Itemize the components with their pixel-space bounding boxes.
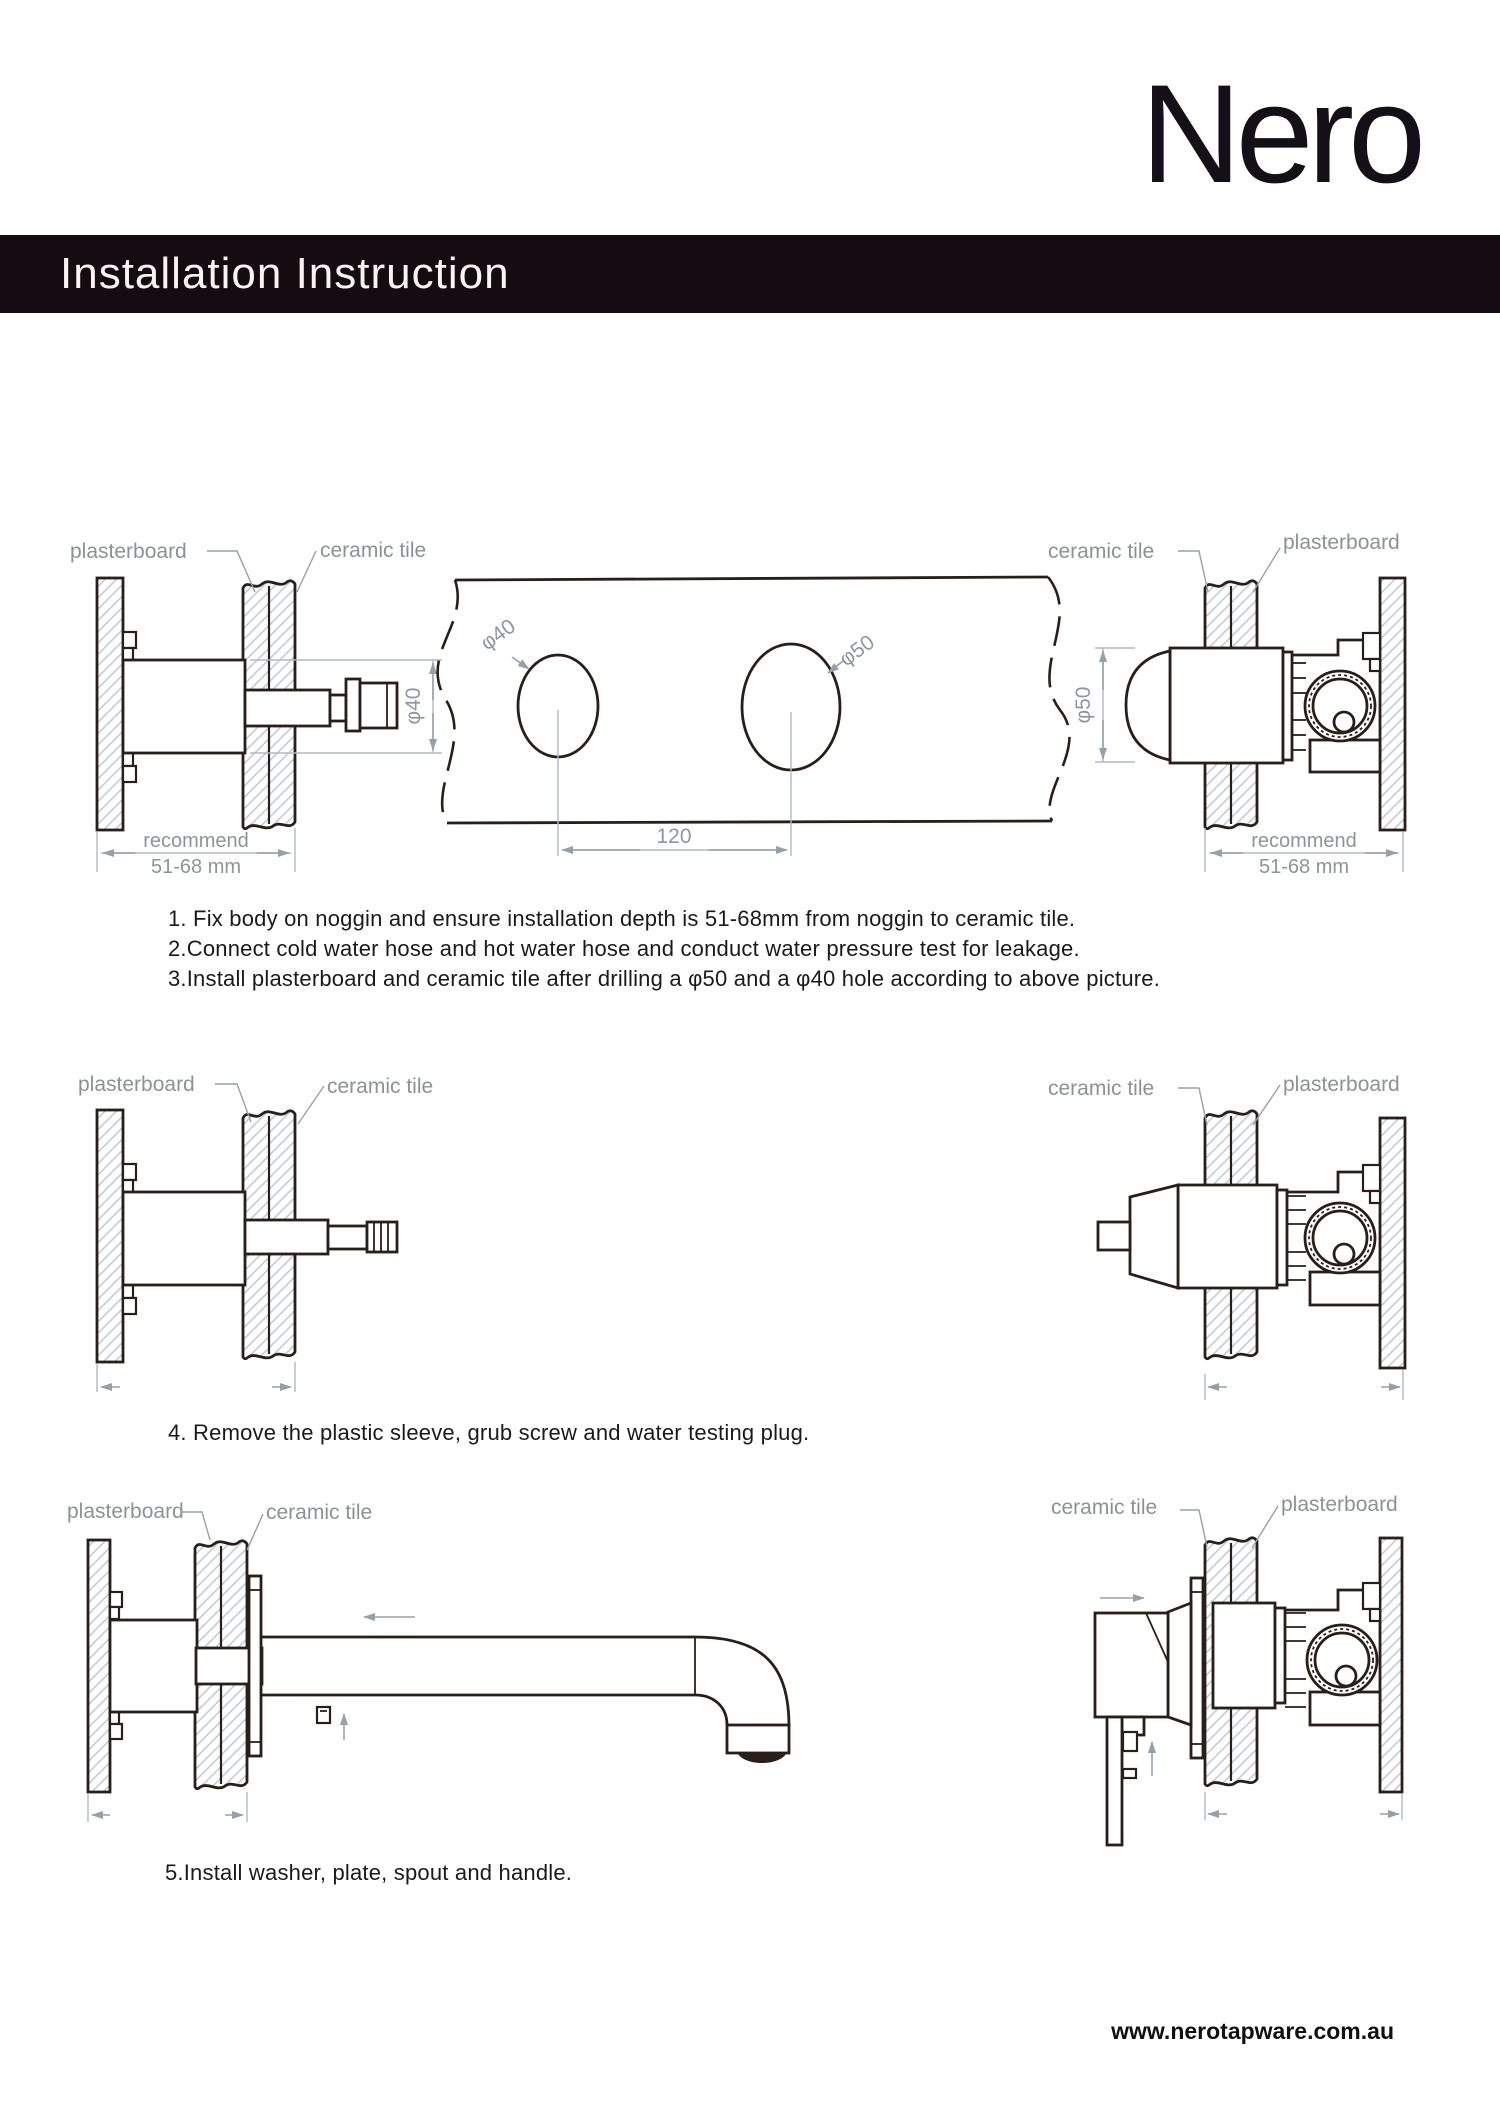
- valve-body: [123, 1192, 245, 1285]
- label-ceramic-tile: ceramic tile: [320, 539, 427, 562]
- label-plasterboard: plasterboard: [67, 1500, 184, 1523]
- dim-recommend: recommend: [143, 830, 249, 852]
- handle-adapter: [1168, 1603, 1191, 1725]
- fig2-right-diagram: [1098, 1085, 1405, 1400]
- fig3-left-diagram: [88, 1512, 789, 1822]
- nero-logo: Nero: [1140, 55, 1420, 212]
- fig1-left-diagram: [97, 551, 442, 872]
- step-3: 3.Install plasterboard and ceramic tile after drilling a φ50 and a φ40 hole according to above picture.: [168, 966, 1161, 991]
- hole-40-label: φ40: [476, 614, 520, 656]
- title-banner: [0, 235, 1500, 313]
- threaded-end: [367, 1222, 397, 1252]
- mixer-body: [1170, 648, 1283, 763]
- grub-screw: [317, 1707, 330, 1723]
- spout: [261, 1637, 789, 1727]
- wall-plate: [1191, 1578, 1203, 1758]
- lower-bracket: [1310, 1272, 1380, 1305]
- valve-body: [123, 660, 245, 753]
- lower-bracket: [1310, 740, 1380, 772]
- fig1-right-diagram: [1072, 548, 1405, 872]
- plasterboard-wall: [1380, 1118, 1405, 1368]
- test-plug: [360, 683, 397, 728]
- mixer-body: [1213, 1603, 1275, 1708]
- dim-phi50-body: φ50: [1072, 686, 1095, 724]
- grub-screw: [1123, 1732, 1137, 1751]
- wall-plate: [249, 1576, 261, 1756]
- website-url: www.nerotapware.com.au: [1111, 2018, 1394, 2044]
- break-edge-left: [438, 580, 458, 823]
- fig2-left-diagram: [97, 1084, 397, 1392]
- plasterboard-wall: [1380, 1538, 1402, 1792]
- noggin-board: [97, 1110, 123, 1362]
- dim-phi40-body: φ40: [402, 687, 425, 725]
- step-2: 2.Connect cold water hose and hot water hose and conduct water pressure test for leakage.: [168, 936, 1080, 961]
- spout-outlet: [727, 1725, 789, 1753]
- lower-bracket: [1310, 1692, 1380, 1725]
- spout-shank: [245, 690, 330, 726]
- noggin-board: [97, 578, 123, 830]
- handle-body: [1095, 1613, 1168, 1717]
- label-ceramic-tile: ceramic tile: [327, 1075, 434, 1098]
- label-ceramic-tile: ceramic tile: [1051, 1496, 1158, 1519]
- noggin-board: [88, 1540, 110, 1792]
- dim-depth: 51-68 mm: [150, 856, 242, 878]
- break-edge-right: [1048, 577, 1069, 821]
- dim-120: 120: [656, 825, 692, 848]
- spout-shank: [245, 1220, 328, 1254]
- mixer-dome: [1126, 651, 1170, 760]
- label-plasterboard: plasterboard: [1281, 1493, 1398, 1516]
- fig1-center-panel: [438, 577, 1070, 856]
- test-plug-collar: [346, 679, 360, 731]
- fig3-right-diagram: [1095, 1506, 1402, 1845]
- handle-lever: [1107, 1717, 1122, 1845]
- step-5: 5.Install washer, plate, spout and handle.: [165, 1860, 573, 1885]
- label-plasterboard: plasterboard: [70, 540, 187, 563]
- page-title: Installation Instruction: [60, 249, 510, 298]
- label-ceramic-tile: ceramic tile: [1048, 1077, 1155, 1100]
- label-plasterboard: plasterboard: [78, 1073, 195, 1096]
- aerator: [738, 1754, 786, 1763]
- step-1: 1. Fix body on noggin and ensure installation depth is 51-68mm from noggin to ceramic tile.: [168, 906, 1076, 931]
- hole-50-label: φ50: [835, 630, 879, 672]
- plasterboard-wall: [1380, 578, 1405, 830]
- label-ceramic-tile: ceramic tile: [1048, 540, 1155, 563]
- label-plasterboard: plasterboard: [1283, 1073, 1400, 1096]
- dim-recommend: recommend: [1251, 830, 1357, 852]
- mixer-body: [1178, 1185, 1277, 1288]
- valve-body: [110, 1620, 197, 1712]
- step-4: 4. Remove the plastic sleeve, grub screw and water testing plug.: [168, 1420, 810, 1445]
- label-plasterboard: plasterboard: [1283, 531, 1400, 554]
- cartridge-stem: [1098, 1222, 1130, 1250]
- dim-depth: 51-68 mm: [1258, 856, 1350, 878]
- label-ceramic-tile: ceramic tile: [266, 1501, 373, 1524]
- plastic-cap: [1130, 1185, 1178, 1288]
